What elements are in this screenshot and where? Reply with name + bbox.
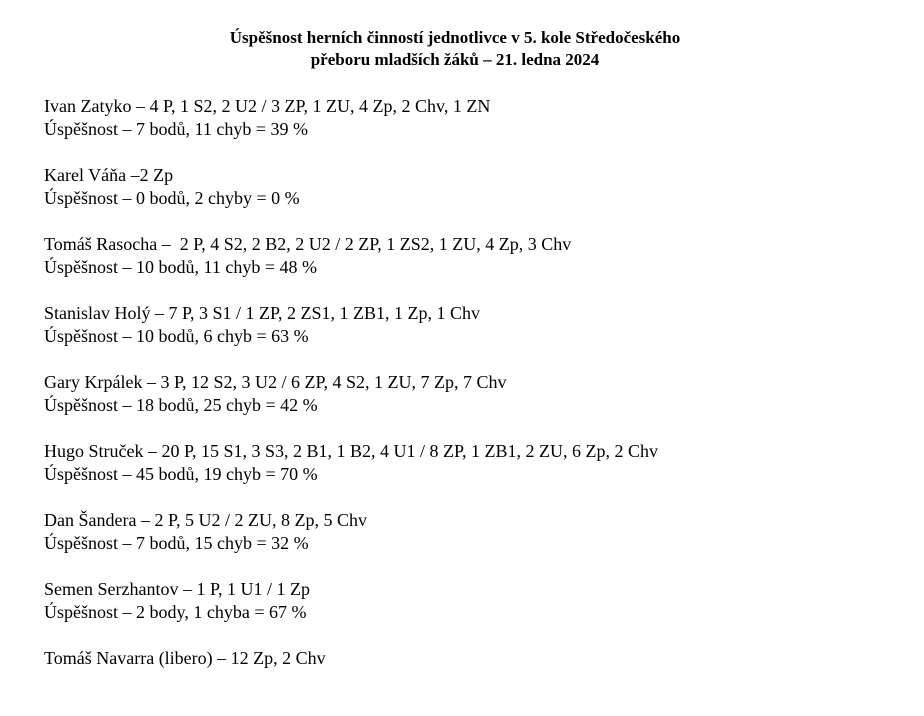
player-entry (44, 509, 904, 578)
player-stats-line: Gary Krpálek – 3 P, 12 S2, 3 U2 / 6 ZP, 4 S2, 1 ZU, 7 Zp, 7 Chv (44, 372, 507, 392)
player-entry (44, 95, 904, 164)
player-entry (44, 578, 904, 647)
player-stats-list (44, 95, 904, 716)
player-stats-line: Tomáš Rasocha – 2 P, 4 S2, 2 B2, 2 U2 / 2 ZP, 1 ZS2, 1 ZU, 4 Zp, 3 Chv (44, 234, 572, 254)
title-line-1: Úspěšnost herních činností jednotlivce v 5. kole Středočeského (229, 28, 681, 47)
player-success-line: Úspěšnost – 10 bodů, 11 chyb = 48 % (44, 257, 317, 277)
player-entry (44, 440, 904, 509)
player-success-line: Úspěšnost – 45 bodů, 19 chyb = 70 % (44, 464, 318, 484)
player-success-line: Úspěšnost – 7 bodů, 15 chyb = 32 % (44, 533, 309, 553)
player-stats-line: Tomáš Navarra (libero) – 12 Zp, 2 Chv (44, 648, 326, 668)
player-entry (44, 302, 904, 371)
player-entry (44, 233, 904, 302)
player-stats-line: Semen Serzhantov – 1 P, 1 U1 / 1 Zp (44, 579, 310, 599)
player-success-line: Úspěšnost – 10 bodů, 6 chyb = 63 % (44, 326, 309, 346)
player-success-line: Úspěšnost – 18 bodů, 25 chyb = 42 % (44, 395, 318, 415)
player-stats-line: Ivan Zatyko – 4 P, 1 S2, 2 U2 / 3 ZP, 1 ZU, 4 Zp, 2 Chv, 1 ZN (44, 96, 491, 116)
title-line-2: přeboru mladších žáků – 21. ledna 2024 (310, 50, 600, 69)
player-stats-line: Hugo Struček – 20 P, 15 S1, 3 S3, 2 B1, 1 B2, 4 U1 / 8 ZP, 1 ZB1, 2 ZU, 6 Zp, 2 Chv (44, 441, 659, 461)
player-entry (44, 647, 904, 716)
player-stats-line: Stanislav Holý – 7 P, 3 S1 / 1 ZP, 2 ZS1, 1 ZB1, 1 Zp, 1 Chv (44, 303, 481, 323)
player-success-line: Úspěšnost – 2 body, 1 chyba = 67 % (44, 602, 307, 622)
player-entry (44, 371, 904, 440)
document-title (0, 27, 910, 71)
player-entry (44, 164, 904, 233)
player-success-line: Úspěšnost – 7 bodů, 11 chyb = 39 % (44, 119, 308, 139)
player-stats-line: Karel Váňa –2 Zp (44, 165, 174, 185)
player-success-line: Úspěšnost – 0 bodů, 2 chyby = 0 % (44, 188, 300, 208)
player-stats-line: Dan Šandera – 2 P, 5 U2 / 2 ZU, 8 Zp, 5 Chv (44, 510, 367, 530)
